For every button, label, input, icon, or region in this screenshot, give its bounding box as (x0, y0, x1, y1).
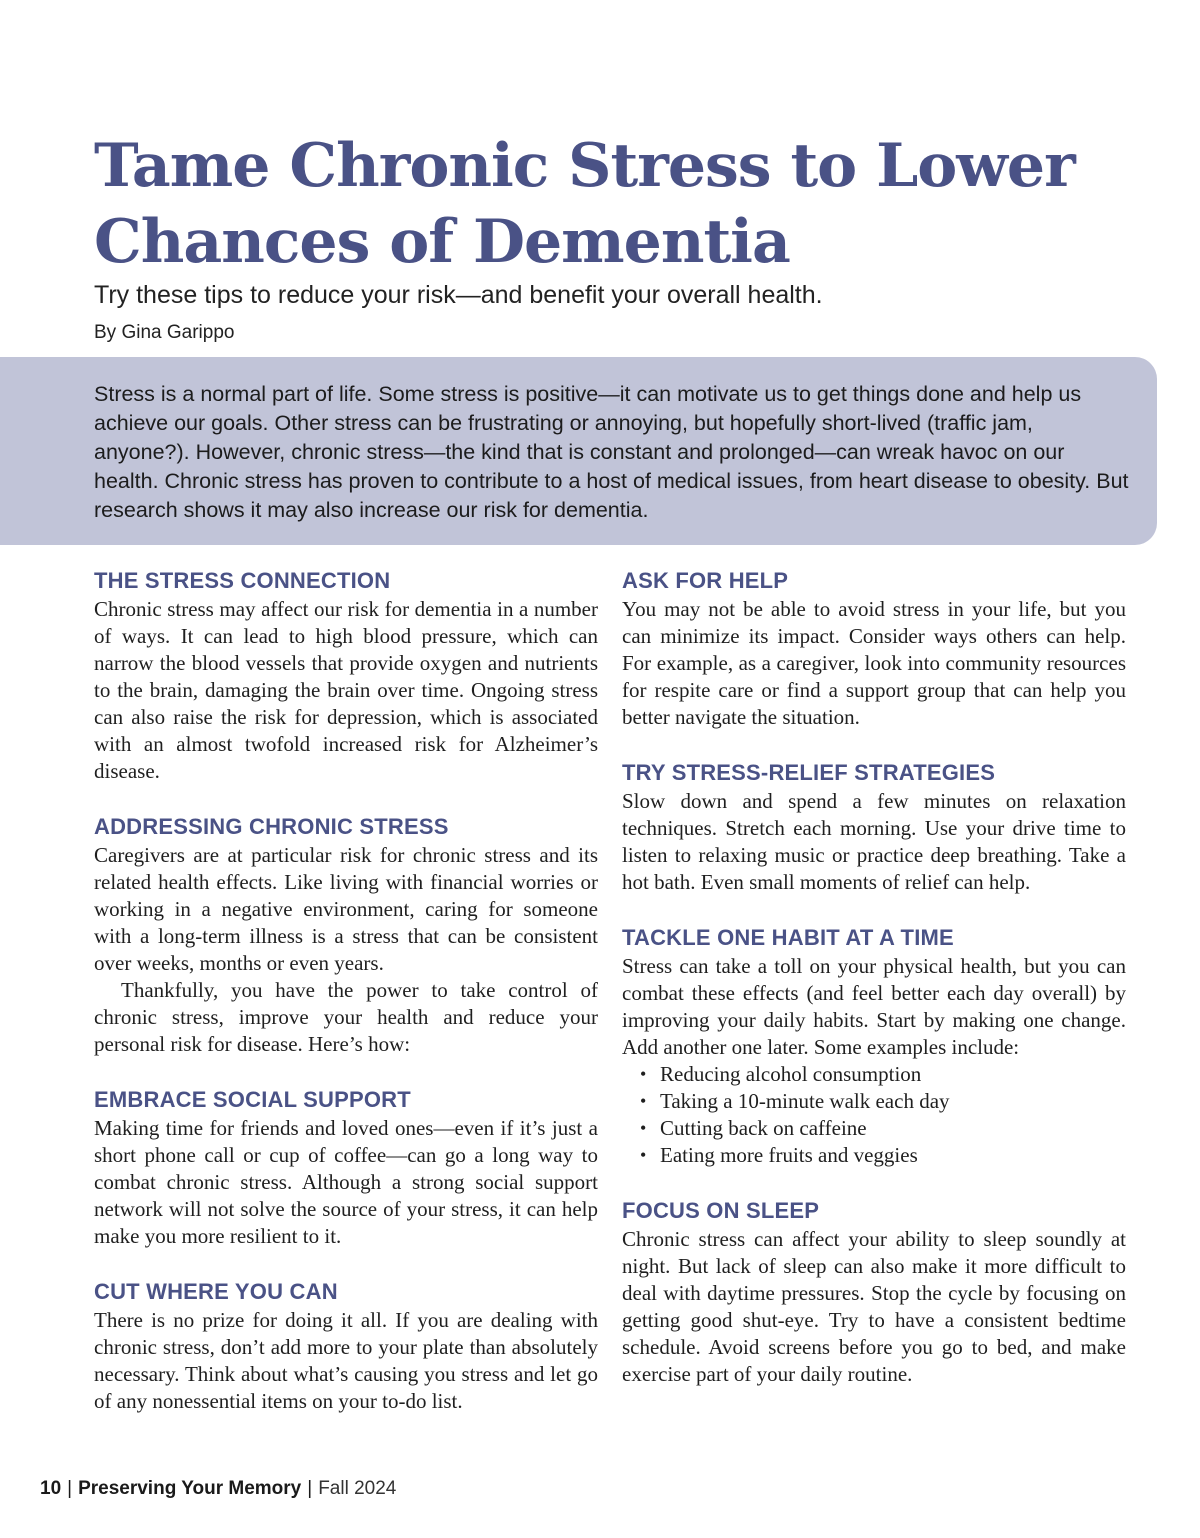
publication-name: Preserving Your Memory (78, 1478, 302, 1499)
list-item: • Eating more fruits and veggies (638, 1142, 1126, 1169)
section-body-continued: Thankfully, you have the power to take control of chronic stress, improve your health and reduce your personal risk for disease. Here’s how: (94, 978, 598, 1056)
left-column (94, 566, 598, 1442)
section-embrace-social-support (94, 1085, 598, 1250)
footer-separator: | (67, 1478, 73, 1499)
list-item: • Taking a 10-minute walk each day (638, 1088, 1126, 1115)
article-title: Tame Chronic Stress to Lower Chances of Dementia (94, 131, 1075, 277)
section-focus-on-sleep (622, 1196, 1126, 1388)
article-subtitle: Try these tips to reduce your risk—and benefit your overall health. (94, 281, 823, 309)
footer-separator: | (307, 1478, 313, 1499)
section-heading: ADDRESSING CHRONIC STRESS (94, 814, 449, 839)
section-addressing-chronic-stress (94, 812, 598, 1058)
section-body: Stress can take a toll on your physical health, but you can combat these effects (and feel better each day overall) by improving your daily habits. Start by making one change. Add another one later. Some examples include: (622, 954, 1126, 1059)
issue-label: Fall 2024 (318, 1478, 397, 1499)
list-item: • Reducing alcohol consumption (638, 1061, 1126, 1088)
byline: By Gina Garippo (94, 322, 235, 343)
section-body: There is no prize for doing it all. If you are dealing with chronic stress, don’t add more to your plate than absolutely necessary. Think about what’s causing you stress and let go of any nonessential items on your to-do list. (94, 1308, 598, 1413)
page-number: 10 (40, 1478, 62, 1499)
section-body: Caregivers are at particular risk for chronic stress and its related health effects. Like living with financial worries or working in a negative environment, caring for someone with a long-term illness is a stress that can be consistent over weeks, months or even years. (94, 843, 598, 975)
section-ask-for-help (622, 566, 1126, 731)
section-body: You may not be able to avoid stress in your life, but you can minimize its impact. Consider ways others can help. For example, as a caregiver, look into community resources for respite care or find a support group that can help you better navigate the situation. (622, 597, 1126, 729)
section-heading: THE STRESS CONNECTION (94, 568, 391, 593)
section-body: Chronic stress can affect your ability to sleep soundly at night. But lack of sleep can also make it more difficult to deal with daytime pressures. Stop the cycle by focusing on getting good shut-eye. Try to have a consistent bedtime schedule. Avoid screens before you go to bed, and make exercise part of your daily routine. (622, 1227, 1126, 1386)
section-heading: TRY STRESS-RELIEF STRATEGIES (622, 760, 996, 785)
section-body: Chronic stress may affect our risk for dementia in a number of ways. It can lead to high blood pressure, which can narrow the blood vessels that provide oxygen and nutrients to the brain, damaging the brain over time. Ongoing stress can also raise the risk for depression, which is associated with an almost twofold increased risk for Alzheimer’s disease. (94, 597, 598, 783)
section-body: Making time for friends and loved ones—even if it’s just a short phone call or cup of coffee—can go a long way to combat chronic stress. Although a strong social support network will not solve the source of your stress, it can help make you more resilient to it. (94, 1116, 598, 1248)
list-item: • Cutting back on caffeine (638, 1115, 1126, 1142)
section-heading: TACKLE ONE HABIT AT A TIME (622, 925, 954, 950)
intro-paragraph: Stress is a normal part of life. Some stress is positive—it can motivate us to get things done and help us achieve our goals. Other stress can be frustrating or annoying, but hopefully short-lived (traffic jam, anyone?). However, chronic stress—the kind that is constant and prolonged—can wreak havoc on our health. Chronic stress has proven to contribute to a host of medical issues, from heart disease to obesity. But research shows it may also increase our risk for dementia. (94, 382, 1129, 522)
section-stress-relief-strategies (622, 758, 1126, 896)
section-body: Slow down and spend a few minutes on relaxation techniques. Stretch each morning. Use your drive time to listen to relaxing music or practice deep breathing. Take a hot bath. Even small moments of relief can help. (622, 789, 1126, 894)
section-heading: FOCUS ON SLEEP (622, 1198, 820, 1223)
habit-list (622, 1061, 1126, 1169)
right-column (622, 566, 1126, 1415)
page-footer (40, 1476, 396, 1502)
section-cut-where-you-can (94, 1277, 598, 1415)
section-one-habit-at-a-time (622, 923, 1126, 1169)
section-heading: CUT WHERE YOU CAN (94, 1279, 338, 1304)
section-heading: ASK FOR HELP (622, 568, 789, 593)
section-heading: EMBRACE SOCIAL SUPPORT (94, 1087, 411, 1112)
section-stress-connection (94, 566, 598, 785)
